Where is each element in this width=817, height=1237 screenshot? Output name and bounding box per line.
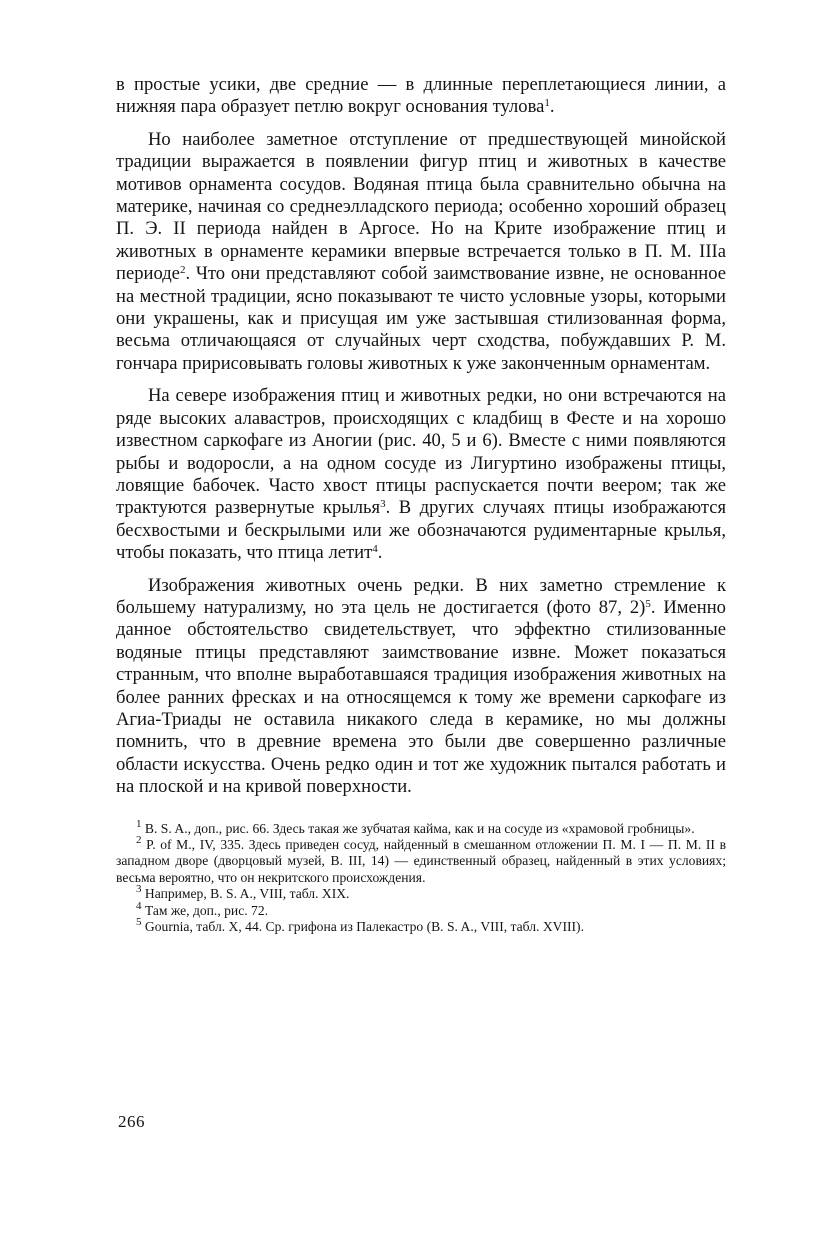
paragraph-1 xyxy=(116,74,726,119)
footnote-mark: 4 xyxy=(136,899,142,912)
footnote-5 xyxy=(116,916,726,935)
footnote-text: Например, B. S. A., VIII, табл. XIX. xyxy=(144,886,350,902)
paragraph-4-tail: . Именно данное обстоятельство свидетельствует, что эффектно стилизованные водяные птицы представляют заимствование извне. Может показаться странным, что вполне выработавшаяся традиция изображения животных на более ранних фресках и на относящемся к тому же времени саркофаге из Агиа-Триады не оставила никакого следа в керамике, но мы должны помнить, что в древние времена это были две совершенно различные области искусства. Очень редко один и тот же художник пытался работать и на плоской и на кривой поверхности. xyxy=(116,596,726,798)
paragraph-3-mid: . В других случаях птицы изображаются бесхвостыми и бескрылыми или же обозначаются рудиментарные крылья, чтобы показать, что птица летит xyxy=(116,497,726,564)
book-page xyxy=(116,74,726,935)
paragraph-2-tail: . Что они представляют собой заимствование извне, не основанное на местной традиции, ясно показывают те чисто условные узоры, которыми они украшены, как и присущая им уже застывшая стилизованная форма, весьма отличающаяся от случайных черт сходства, побуждавших Р. М. гончара пририсовывать головы животных к уже законченным орнаментам. xyxy=(116,263,726,374)
spacer xyxy=(116,119,726,129)
footnote-text: B. S. A., доп., рис. 66. Здесь такая же зубчатая кайма, как и на сосуде из «храмовой гробницы». xyxy=(144,820,695,836)
footnote-2 xyxy=(116,834,726,886)
page-number: 266 xyxy=(118,1112,145,1131)
spacer xyxy=(116,565,726,575)
footnote-text: Там же, доп., рис. 72. xyxy=(144,902,269,918)
paragraph-1-tail: . xyxy=(549,96,555,118)
footnotes xyxy=(116,817,726,936)
footnote-mark: 1 xyxy=(136,817,142,830)
paragraph-1-text: в простые усики, две средние — в длинные переплетающиеся линии, а нижняя пара образует петлю вокруг основания тулова xyxy=(116,74,726,118)
paragraph-4-text: Изображения животных очень редки. В них заметно стремление к большему натурализму, но эта цель не достигается (фото 87, 2) xyxy=(116,574,726,618)
footnote-ref-5: 5 xyxy=(645,597,651,610)
paragraph-2 xyxy=(116,129,726,375)
footnote-ref-4: 4 xyxy=(372,543,378,556)
paragraph-3 xyxy=(116,385,726,564)
paragraph-2-text: Но наиболее заметное отступление от предшествующей минойской традиции выражается в появлении фигур птиц и животных в качестве мотивов орнамента сосудов. Водяная птица была сравнительно обычна на материке, начиная со среднеэлладского периода; особенно хороший образец П. Э. II периода найден в Аргосе. Но на Крите изображение птиц и животных в орнаменте керамики впервые встречается только в П. М. IIIа периоде xyxy=(116,128,726,285)
paragraph-3-text: На севере изображения птиц и животных редки, но они встречаются на ряде высоких алавастров, происходящих с кладбищ в Фесте и на хорошо известном саркофаге из Аногии (рис. 40, 5 и 6). Вместе с ними появляются рыбы и водоросли, а на одном сосуде из Лигуртино изображены птицы, ловящие бабочек. Часто хвост птицы распускается почти веером; так же трактуются развернутые крылья xyxy=(116,385,726,519)
footnote-mark: 2 xyxy=(136,834,142,846)
paragraph-3-tail: . xyxy=(377,542,383,564)
footnote-mark: 5 xyxy=(136,916,142,929)
footnote-3 xyxy=(116,883,726,902)
spacer xyxy=(116,375,726,385)
footnote-1 xyxy=(116,817,726,837)
footnote-ref-3: 3 xyxy=(380,498,386,511)
paragraph-4 xyxy=(116,575,726,799)
footnote-text: Gournia, табл. X, 44. Ср. грифона из Палекастро (B. S. A., VIII, табл. XVIII). xyxy=(144,919,584,935)
footnote-text: P. of M., IV, 335. Здесь приведен сосуд, найденный в смешанном отложении П. М. I — П. М. II в западном дворе (дворцовый музей, B. III, 14) — единственный образец, найденный в этих условиях; весьма вероятно, что он некритского происхождения. xyxy=(116,837,726,885)
footnote-ref-1: 1 xyxy=(544,97,550,110)
footnote-mark: 3 xyxy=(136,883,142,896)
footnote-ref-2: 2 xyxy=(179,264,186,277)
footnote-4 xyxy=(116,899,726,919)
